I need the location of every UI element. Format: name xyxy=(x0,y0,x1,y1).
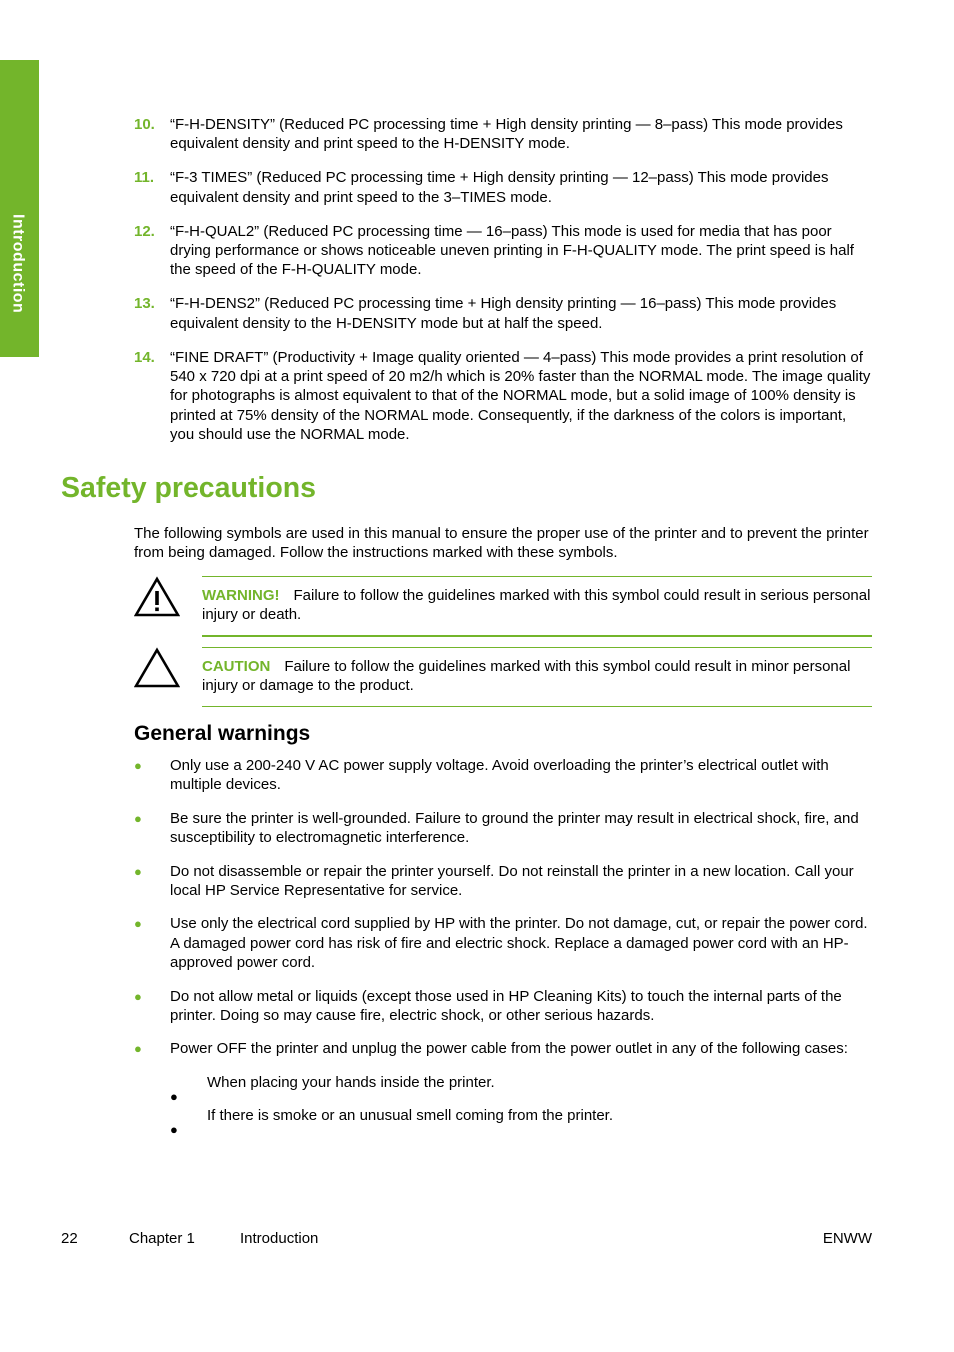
footer-chapter-title: Introduction xyxy=(240,1230,319,1247)
item-number: 13. xyxy=(134,295,155,313)
section-intro: The following symbols are used in this manual to ensure the proper use of the printer and to prevent the printer from being damaged. Follow the instructions marked with these symbols. xyxy=(134,525,869,562)
footer-right: ENWW xyxy=(822,1230,872,1247)
sub-bullet: ● xyxy=(170,1088,178,1104)
list-item xyxy=(134,294,872,333)
item-text: When placing your hands inside the printer. xyxy=(207,1073,495,1091)
item-number: 14. xyxy=(134,348,155,366)
item-text: “F-H-DENSITY” (Reduced PC processing time + High density printing — 8–pass) This mode provides equivalent density and print speed to the H-DENSITY mode. xyxy=(170,116,843,153)
list-item xyxy=(134,756,872,795)
list-item xyxy=(134,914,872,972)
list-item xyxy=(134,809,872,848)
sub-list-item xyxy=(170,1106,872,1138)
list-item xyxy=(134,222,872,280)
warning-triangle-icon xyxy=(134,576,180,618)
bullet: ● xyxy=(134,916,142,932)
list-item xyxy=(134,987,872,1026)
item-number: 12. xyxy=(134,222,155,240)
page-number: 22 xyxy=(61,1230,78,1247)
list-item xyxy=(134,862,872,901)
list-item xyxy=(134,168,872,207)
caution-triangle-icon xyxy=(134,647,180,689)
list-item xyxy=(134,1039,872,1138)
caution-tag: CAUTION xyxy=(202,658,271,675)
warning-text: Failure to follow the guidelines marked with this symbol could result in serious personal injury or death. xyxy=(202,587,871,624)
item-text: Be sure the printer is well-grounded. Failure to ground the printer may result in electrical shock, fire, and susceptibility to electromagnetic interference. xyxy=(170,809,859,847)
subsection-title: General warnings xyxy=(134,722,311,745)
item-text: “F-H-QUAL2” (Reduced PC processing time — 16–pass) This mode is used for media that has poor drying performance or shows noticeable uneven printing in F-H-QUALITY mode. The print speed is half the speed of the F-H-QUALITY mode. xyxy=(170,222,854,279)
item-text: Use only the electrical cord supplied by HP with the printer. Do not damage, cut, or repair the power cord. A damaged power cord has risk of fire and electric shock. Replace a damaged power cord with an HP-approved power cord. xyxy=(170,915,868,972)
warning-body xyxy=(202,576,872,637)
list-item xyxy=(134,115,872,154)
sub-list xyxy=(170,1073,872,1138)
caution-text: Failure to follow the guidelines marked with this symbol could result in minor personal injury or damage to the product. xyxy=(202,658,851,695)
item-text: “F-3 TIMES” (Reduced PC processing time + High density printing — 12–pass) This mode provides equivalent density and print speed to the 3–TIMES mode. xyxy=(170,169,829,206)
warning-tag: WARNING! xyxy=(202,587,280,604)
footer-chapter: Chapter 1 xyxy=(129,1230,195,1247)
sub-list-item xyxy=(170,1073,872,1104)
item-number: 10. xyxy=(134,116,155,133)
item-text: Only use a 200-240 V AC power supply voltage. Avoid overloading the printer’s electrical outlet with multiple devices. xyxy=(170,757,829,794)
section-title: Safety precautions xyxy=(61,472,316,504)
sub-bullet: ● xyxy=(170,1122,178,1138)
item-number: 11. xyxy=(134,169,155,187)
item-text: Do not allow metal or liquids (except those used in HP Cleaning Kits) to touch the internal parts of the printer. Doing so may cause fire, electric shock, or other serious hazards. xyxy=(170,987,842,1025)
general-warnings-list xyxy=(134,756,872,1140)
side-tab-label: Introduction xyxy=(9,214,27,314)
bullet: ● xyxy=(134,863,142,879)
caution-body xyxy=(202,647,872,707)
bullet: ● xyxy=(134,1041,142,1057)
numbered-list xyxy=(134,115,872,459)
page-footer xyxy=(61,1229,872,1249)
item-text: Power OFF the printer and unplug the power cable from the power outlet in any of the following cases: xyxy=(170,1040,848,1058)
item-text: Do not disassemble or repair the printer yourself. Do not reinstall the printer in a new location. Call your local HP Service Representative for service. xyxy=(170,862,854,900)
bullet: ● xyxy=(134,810,142,826)
item-text: “F-H-DENS2” (Reduced PC processing time + High density printing — 16–pass) This mode provides equivalent density to the H-DENSITY mode but at half the speed. xyxy=(170,295,837,332)
bullet: ● xyxy=(134,758,142,773)
item-text: If there is smoke or an unusual smell coming from the printer. xyxy=(207,1107,614,1125)
side-tab xyxy=(0,60,39,357)
item-text: “FINE DRAFT” (Productivity + Image quality oriented — 4–pass) This mode provides a print resolution of 540 x 720 dpi at a print speed of 20 m2/h which is 20% faster than the NORMAL mode. The image quality for photographs is almost equivalent to that of the NORMAL mode, but a solid image of 100% density is printed at 75% density of the NORMAL mode. Consequently, if the darkness of the colors is important, you should use the NORMAL mode. xyxy=(170,348,871,444)
bullet: ● xyxy=(134,988,142,1004)
list-item xyxy=(134,348,872,445)
